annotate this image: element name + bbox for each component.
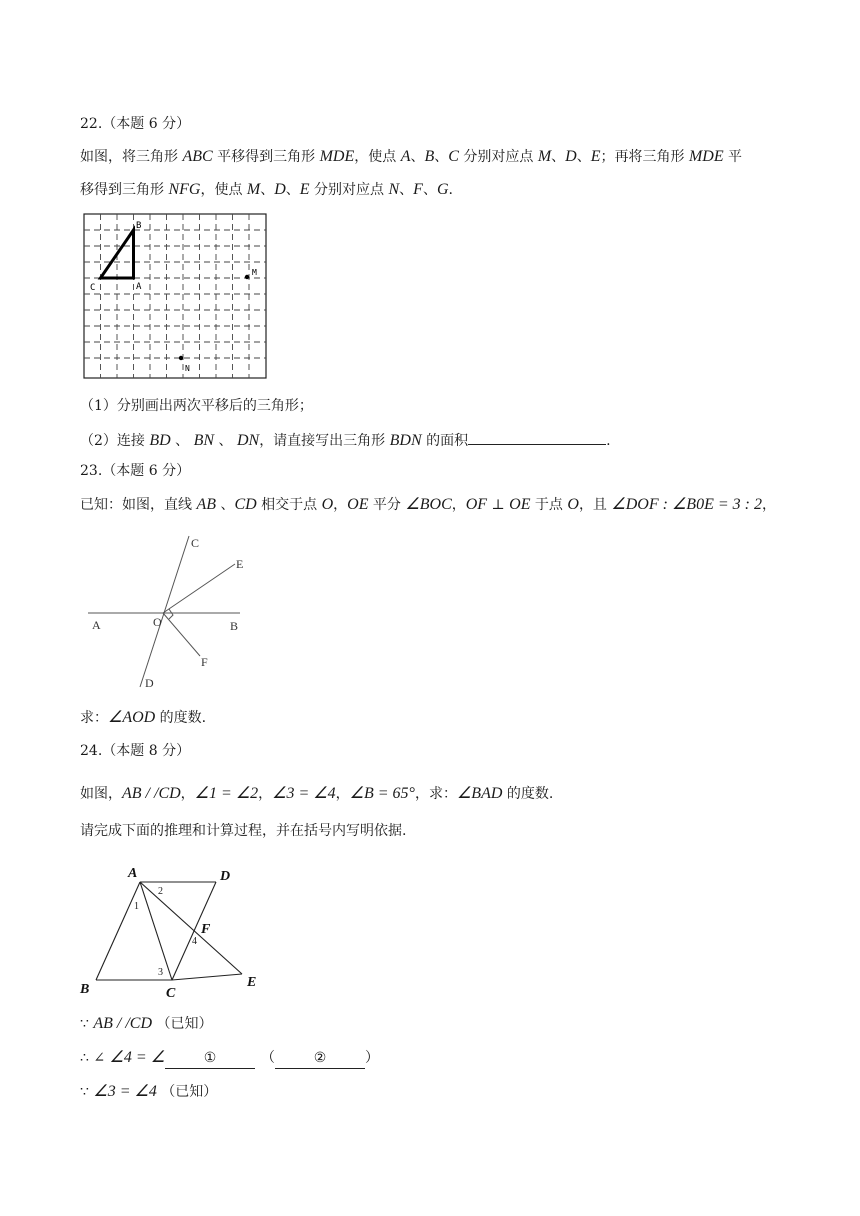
q24-step3: ∵ ∠3 = ∠4 （已知） (80, 1083, 218, 1100)
blank-2[interactable]: ② (275, 1048, 365, 1069)
blank-1[interactable]: ① (165, 1048, 255, 1069)
q24-quadrilateral-figure (78, 860, 268, 1000)
q24-step1: ∵ AB / /CD （已知） (80, 1015, 213, 1032)
label-n: N (185, 364, 190, 373)
q22-text-line2: 移得到三角形 NFG，使点 M、D、E 分别对应点 N、F、G. (80, 181, 453, 198)
label-e: E (236, 557, 244, 571)
q24-text: 如图，AB / /CD，∠1 = ∠2，∠3 = ∠4，∠B = 65°，求：∠BAD 的度数. (80, 785, 554, 802)
segment-ab (96, 882, 140, 980)
label-d: D (145, 676, 154, 690)
q23-ask: 求：∠AOD 的度数. (80, 709, 207, 726)
q22-text-line1: 如图，将三角形 ABC 平移得到三角形 MDE，使点 A、B、C 分别对应点 M、D、E；再将三角形 MDE 平 (80, 148, 743, 165)
label-a: A (136, 282, 142, 292)
label-e: E (247, 975, 257, 990)
grid-lines (84, 214, 266, 378)
label-m: M (252, 268, 257, 277)
label-b: B (80, 982, 90, 997)
angle-label-3: 3 (158, 967, 163, 978)
angle-label-2: 2 (158, 886, 163, 897)
label-a: A (128, 866, 138, 881)
point-n (179, 356, 183, 360)
label-o: O (153, 615, 162, 629)
label-c: C (90, 283, 96, 293)
q22-part2: （2）连接 BD 、 BN 、 DN，请直接写出三角形 BDN 的面积 . (80, 428, 611, 451)
label-c: C (191, 536, 200, 550)
segment-ce (172, 974, 242, 980)
point-m (245, 275, 249, 279)
ray-of (163, 613, 200, 656)
q24-step2: ∴ ∠ ∠4 = ∠ ① （ ② ） (80, 1048, 379, 1069)
ray-oe (163, 564, 235, 613)
angle-label-4: 4 (192, 936, 197, 947)
q22-part1: （1）分别画出两次平移后的三角形； (80, 398, 313, 414)
q24-heading: 24.（本题 8 分） (80, 743, 191, 759)
q24-instruction: 请完成下面的推理和计算过程，并在括号内写明依据. (80, 823, 407, 839)
q23-angle-figure (85, 530, 255, 695)
grid-border (84, 214, 266, 378)
label-f: F (201, 922, 211, 937)
q22-heading: 22.（本题 6 分） (80, 116, 191, 132)
q22-grid-figure (80, 210, 272, 382)
label-a: A (92, 618, 101, 632)
label-d: D (220, 869, 231, 884)
angle-label-1: 1 (134, 901, 139, 912)
area-answer-blank[interactable] (468, 428, 606, 445)
right-angle-mark (169, 609, 173, 619)
q23-text: 已知：如图，直线 AB 、CD 相交于点 O，OE 平分 ∠BOC，OF ⊥ OE 于点 O，且 ∠DOF : ∠B0E = 3 : 2， (80, 496, 776, 513)
label-b: B (230, 619, 239, 633)
label-b: B (136, 221, 142, 231)
label-c: C (166, 986, 176, 1000)
label-f: F (201, 655, 208, 669)
q23-heading: 23.（本题 6 分） (80, 463, 191, 479)
